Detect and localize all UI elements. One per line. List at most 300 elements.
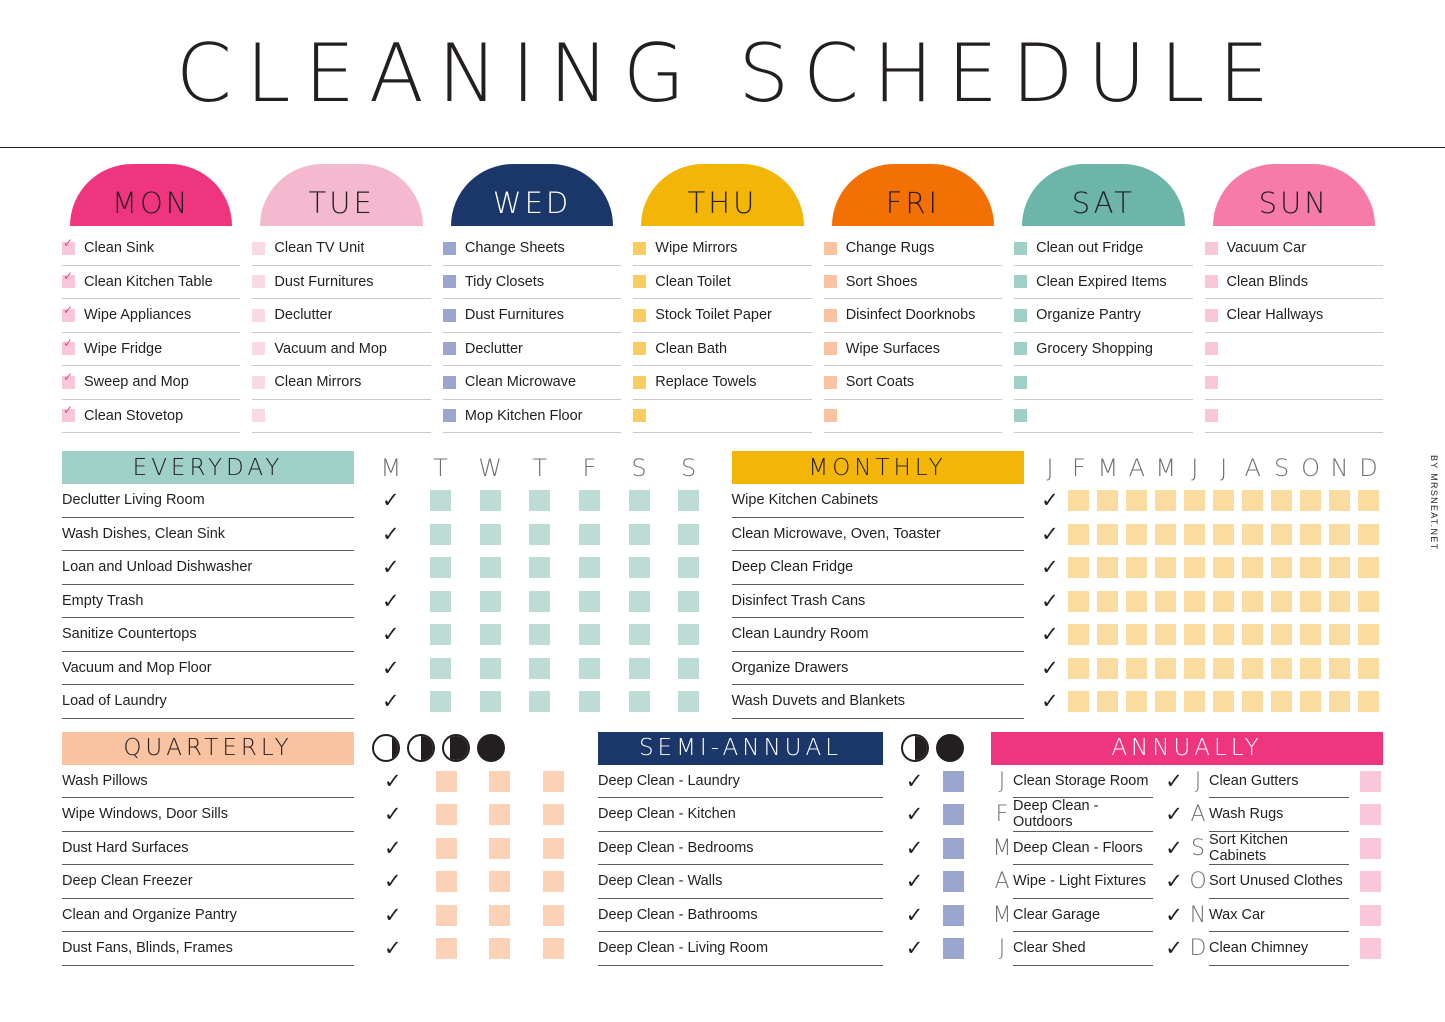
task-row[interactable] <box>252 366 430 400</box>
task-checkbox[interactable] <box>824 376 837 389</box>
grid-cell[interactable] <box>1036 691 1065 712</box>
checkbox-square[interactable] <box>430 691 451 712</box>
task-checkbox[interactable] <box>1205 275 1218 288</box>
grid-cell[interactable] <box>1093 591 1122 612</box>
annually-row[interactable] <box>1187 865 1383 899</box>
checkbox-square[interactable] <box>943 838 964 859</box>
checkbox-square[interactable] <box>529 591 550 612</box>
checkbox-square[interactable] <box>1213 490 1234 511</box>
grid-cell[interactable] <box>614 691 664 712</box>
grid-cell[interactable] <box>366 804 420 825</box>
task-row[interactable] <box>252 400 430 434</box>
task-row[interactable] <box>633 232 811 266</box>
annually-row[interactable] <box>991 832 1187 866</box>
grid-cell[interactable] <box>1296 691 1325 712</box>
grid-cell[interactable] <box>420 838 474 859</box>
grid-cell[interactable] <box>895 871 934 892</box>
task-checkbox[interactable] <box>824 342 837 355</box>
grid-cell[interactable] <box>1267 524 1296 545</box>
task-checkbox[interactable] <box>62 376 75 389</box>
checkbox-square[interactable] <box>1155 658 1176 679</box>
checkbox-square[interactable] <box>1126 591 1147 612</box>
grid-cell[interactable] <box>565 490 615 511</box>
checkbox-square[interactable] <box>489 804 510 825</box>
grid-cell[interactable] <box>565 557 615 578</box>
grid-cell[interactable] <box>1122 524 1151 545</box>
grid-cell[interactable] <box>420 905 474 926</box>
checkbox-square[interactable] <box>1271 624 1292 645</box>
grid-cell[interactable] <box>1064 490 1093 511</box>
task-row[interactable] <box>824 299 1002 333</box>
checkbox-square[interactable] <box>1097 557 1118 578</box>
task-row[interactable] <box>1205 400 1383 434</box>
monthly-row[interactable] <box>732 652 1024 686</box>
semiannual-row[interactable] <box>598 865 883 899</box>
grid-cell[interactable] <box>1064 591 1093 612</box>
grid-cell[interactable] <box>1354 658 1383 679</box>
checkbox-square[interactable] <box>579 524 600 545</box>
grid-cell[interactable] <box>1093 490 1122 511</box>
checkbox-square[interactable] <box>1360 771 1381 792</box>
task-row[interactable] <box>62 366 240 400</box>
grid-cell[interactable] <box>1064 691 1093 712</box>
grid-cell[interactable] <box>1180 557 1209 578</box>
grid-cell[interactable] <box>1296 624 1325 645</box>
checkbox-square[interactable] <box>1213 557 1234 578</box>
checkbox-square[interactable] <box>1242 591 1263 612</box>
checkbox-square[interactable] <box>430 557 451 578</box>
task-row[interactable] <box>443 333 621 367</box>
grid-cell[interactable] <box>614 658 664 679</box>
grid-cell[interactable] <box>1238 591 1267 612</box>
annually-checkbox[interactable] <box>1161 902 1187 927</box>
grid-cell[interactable] <box>1064 624 1093 645</box>
checkbox-square[interactable] <box>1184 591 1205 612</box>
checkbox-square[interactable] <box>1213 691 1234 712</box>
grid-cell[interactable] <box>1209 557 1238 578</box>
annually-row[interactable] <box>991 932 1187 966</box>
grid-cell[interactable] <box>1180 624 1209 645</box>
checkbox-square[interactable] <box>579 490 600 511</box>
semiannual-row[interactable] <box>598 765 883 799</box>
grid-cell[interactable] <box>366 557 416 578</box>
grid-cell[interactable] <box>1267 691 1296 712</box>
grid-cell[interactable] <box>1151 658 1180 679</box>
grid-cell[interactable] <box>473 838 527 859</box>
grid-cell[interactable] <box>366 521 416 546</box>
grid-cell[interactable] <box>1093 557 1122 578</box>
grid-cell[interactable] <box>1064 557 1093 578</box>
checkbox-square[interactable] <box>1213 658 1234 679</box>
checkbox-square[interactable] <box>1097 591 1118 612</box>
checkbox-square[interactable] <box>1358 557 1379 578</box>
grid-cell[interactable] <box>1151 591 1180 612</box>
grid-cell[interactable] <box>366 768 420 793</box>
quarterly-row[interactable] <box>62 832 354 866</box>
grid-cell[interactable] <box>1036 588 1065 613</box>
grid-cell[interactable] <box>1325 624 1354 645</box>
checkbox-square[interactable] <box>1242 658 1263 679</box>
grid-cell[interactable] <box>1296 524 1325 545</box>
grid-cell[interactable] <box>1267 658 1296 679</box>
grid-cell[interactable] <box>1209 658 1238 679</box>
checkbox-square[interactable] <box>480 490 501 511</box>
checkbox-square[interactable] <box>1300 591 1321 612</box>
grid-cell[interactable] <box>473 938 527 959</box>
annually-row[interactable] <box>991 765 1187 799</box>
task-checkbox[interactable] <box>62 342 75 355</box>
grid-cell[interactable] <box>1325 524 1354 545</box>
checkbox-square[interactable] <box>529 658 550 679</box>
checkbox-square[interactable] <box>1300 490 1321 511</box>
grid-cell[interactable] <box>515 557 565 578</box>
annually-row[interactable] <box>1187 798 1383 832</box>
task-row[interactable] <box>62 400 240 434</box>
grid-cell[interactable] <box>465 524 515 545</box>
grid-cell[interactable] <box>1325 490 1354 511</box>
grid-cell[interactable] <box>895 938 934 959</box>
checkbox-square[interactable] <box>543 905 564 926</box>
grid-cell[interactable] <box>1354 557 1383 578</box>
grid-cell[interactable] <box>416 591 466 612</box>
task-row[interactable] <box>1014 400 1192 434</box>
checkbox-square[interactable] <box>629 490 650 511</box>
task-checkbox[interactable] <box>824 409 837 422</box>
grid-cell[interactable] <box>473 905 527 926</box>
grid-cell[interactable] <box>565 658 615 679</box>
checkbox-square[interactable] <box>1126 524 1147 545</box>
grid-cell[interactable] <box>614 524 664 545</box>
task-row[interactable] <box>824 400 1002 434</box>
grid-cell[interactable] <box>1267 591 1296 612</box>
grid-cell[interactable] <box>565 591 615 612</box>
checkbox-square[interactable] <box>1329 691 1350 712</box>
checkbox-square[interactable] <box>1213 524 1234 545</box>
checkbox-square[interactable] <box>678 490 699 511</box>
grid-cell[interactable] <box>416 490 466 511</box>
checkbox-square[interactable] <box>543 838 564 859</box>
task-checkbox[interactable] <box>1014 275 1027 288</box>
everyday-row[interactable] <box>62 518 354 552</box>
task-checkbox[interactable] <box>62 409 75 422</box>
grid-cell[interactable] <box>614 591 664 612</box>
checkbox-square[interactable] <box>629 691 650 712</box>
grid-cell[interactable] <box>664 524 714 545</box>
checkbox-square[interactable] <box>629 624 650 645</box>
checkbox-square[interactable] <box>1242 490 1263 511</box>
checkbox-square[interactable] <box>543 938 564 959</box>
quarterly-row[interactable] <box>62 865 354 899</box>
checkbox-square[interactable] <box>1126 691 1147 712</box>
checkbox-square[interactable] <box>1300 691 1321 712</box>
grid-cell[interactable] <box>895 768 934 793</box>
task-checkbox[interactable] <box>1014 342 1027 355</box>
grid-cell[interactable] <box>1238 658 1267 679</box>
grid-cell[interactable] <box>1325 658 1354 679</box>
checkbox-square[interactable] <box>1184 524 1205 545</box>
grid-cell[interactable] <box>1238 524 1267 545</box>
task-checkbox[interactable] <box>633 376 646 389</box>
checkbox-square[interactable] <box>678 691 699 712</box>
checkbox-square[interactable] <box>1360 905 1381 926</box>
grid-cell[interactable] <box>1354 624 1383 645</box>
task-row[interactable] <box>824 232 1002 266</box>
checkbox-square[interactable] <box>1068 524 1089 545</box>
task-checkbox[interactable] <box>1205 309 1218 322</box>
grid-cell[interactable] <box>1238 624 1267 645</box>
checkbox-square[interactable] <box>1329 524 1350 545</box>
checkbox-square[interactable] <box>579 691 600 712</box>
checkbox-square[interactable] <box>943 905 964 926</box>
task-row[interactable] <box>443 266 621 300</box>
annually-checkbox[interactable] <box>1357 905 1383 926</box>
checkbox-square[interactable] <box>1184 490 1205 511</box>
checkbox-square[interactable] <box>529 524 550 545</box>
checkbox-square[interactable] <box>1300 624 1321 645</box>
grid-cell[interactable] <box>1238 490 1267 511</box>
grid-cell[interactable] <box>366 871 420 892</box>
task-checkbox[interactable] <box>443 376 456 389</box>
grid-cell[interactable] <box>416 691 466 712</box>
checkbox-square[interactable] <box>629 591 650 612</box>
task-checkbox[interactable] <box>1205 376 1218 389</box>
grid-cell[interactable] <box>1267 557 1296 578</box>
checkbox-square[interactable] <box>529 557 550 578</box>
annually-checkbox[interactable] <box>1357 871 1383 892</box>
task-row[interactable] <box>633 366 811 400</box>
checkbox-square[interactable] <box>436 905 457 926</box>
checkbox-square[interactable] <box>1155 524 1176 545</box>
checkbox-square[interactable] <box>480 524 501 545</box>
checkbox-square[interactable] <box>1097 624 1118 645</box>
checkbox-square[interactable] <box>480 557 501 578</box>
grid-cell[interactable] <box>1122 490 1151 511</box>
grid-cell[interactable] <box>1209 591 1238 612</box>
annually-checkbox[interactable] <box>1357 838 1383 859</box>
task-row[interactable] <box>443 299 621 333</box>
grid-cell[interactable] <box>473 804 527 825</box>
checkbox-square[interactable] <box>489 905 510 926</box>
checkbox-square[interactable] <box>1242 524 1263 545</box>
grid-cell[interactable] <box>934 905 973 926</box>
grid-cell[interactable] <box>420 804 474 825</box>
checkbox-square[interactable] <box>1068 490 1089 511</box>
checkbox-square[interactable] <box>1126 624 1147 645</box>
task-row[interactable] <box>1014 333 1192 367</box>
grid-cell[interactable] <box>1238 691 1267 712</box>
grid-cell[interactable] <box>1180 524 1209 545</box>
task-checkbox[interactable] <box>633 242 646 255</box>
task-row[interactable] <box>633 333 811 367</box>
grid-cell[interactable] <box>1151 691 1180 712</box>
grid-cell[interactable] <box>895 902 934 927</box>
grid-cell[interactable] <box>366 490 416 511</box>
everyday-row[interactable] <box>62 551 354 585</box>
task-checkbox[interactable] <box>62 309 75 322</box>
task-row[interactable] <box>443 400 621 434</box>
grid-cell[interactable] <box>1354 691 1383 712</box>
annually-row[interactable] <box>1187 832 1383 866</box>
checkbox-square[interactable] <box>1184 624 1205 645</box>
checkbox-square[interactable] <box>1300 524 1321 545</box>
annually-checkbox[interactable] <box>1161 768 1187 793</box>
checkbox-square[interactable] <box>1271 591 1292 612</box>
grid-cell[interactable] <box>1093 624 1122 645</box>
grid-cell[interactable] <box>515 490 565 511</box>
task-row[interactable] <box>252 266 430 300</box>
grid-cell[interactable] <box>1209 524 1238 545</box>
annually-row[interactable] <box>1187 932 1383 966</box>
task-checkbox[interactable] <box>443 242 456 255</box>
task-checkbox[interactable] <box>443 342 456 355</box>
grid-cell[interactable] <box>1151 624 1180 645</box>
grid-cell[interactable] <box>1296 658 1325 679</box>
grid-cell[interactable] <box>420 871 474 892</box>
grid-cell[interactable] <box>1036 521 1065 546</box>
checkbox-square[interactable] <box>678 658 699 679</box>
grid-cell[interactable] <box>1151 524 1180 545</box>
checkbox-square[interactable] <box>678 624 699 645</box>
grid-cell[interactable] <box>614 557 664 578</box>
checkbox-square[interactable] <box>1360 871 1381 892</box>
checkbox-square[interactable] <box>1068 691 1089 712</box>
grid-cell[interactable] <box>895 804 934 825</box>
grid-cell[interactable] <box>1093 691 1122 712</box>
task-checkbox[interactable] <box>443 309 456 322</box>
grid-cell[interactable] <box>565 624 615 645</box>
checkbox-square[interactable] <box>943 771 964 792</box>
grid-cell[interactable] <box>1093 658 1122 679</box>
grid-cell[interactable] <box>1267 624 1296 645</box>
everyday-row[interactable] <box>62 484 354 518</box>
grid-cell[interactable] <box>515 691 565 712</box>
grid-cell[interactable] <box>934 938 973 959</box>
grid-cell[interactable] <box>420 938 474 959</box>
grid-cell[interactable] <box>1209 624 1238 645</box>
task-checkbox[interactable] <box>62 242 75 255</box>
checkbox-square[interactable] <box>579 658 600 679</box>
checkbox-square[interactable] <box>1213 624 1234 645</box>
grid-cell[interactable] <box>527 771 581 792</box>
checkbox-square[interactable] <box>436 938 457 959</box>
grid-cell[interactable] <box>366 655 416 680</box>
grid-cell[interactable] <box>1122 557 1151 578</box>
grid-cell[interactable] <box>366 902 420 927</box>
checkbox-square[interactable] <box>1358 591 1379 612</box>
task-row[interactable] <box>62 266 240 300</box>
task-row[interactable] <box>62 333 240 367</box>
task-checkbox[interactable] <box>633 342 646 355</box>
task-row[interactable] <box>252 232 430 266</box>
grid-cell[interactable] <box>366 624 416 645</box>
task-row[interactable] <box>824 333 1002 367</box>
grid-cell[interactable] <box>1064 658 1093 679</box>
grid-cell[interactable] <box>465 557 515 578</box>
checkbox-square[interactable] <box>1300 658 1321 679</box>
checkbox-square[interactable] <box>489 838 510 859</box>
checkbox-square[interactable] <box>1126 490 1147 511</box>
grid-cell[interactable] <box>515 524 565 545</box>
grid-cell[interactable] <box>934 771 973 792</box>
checkbox-square[interactable] <box>480 591 501 612</box>
checkbox-square[interactable] <box>489 938 510 959</box>
everyday-row[interactable] <box>62 585 354 619</box>
annually-row[interactable] <box>1187 899 1383 933</box>
checkbox-square[interactable] <box>1155 557 1176 578</box>
task-row[interactable] <box>1205 366 1383 400</box>
grid-cell[interactable] <box>1122 658 1151 679</box>
grid-cell[interactable] <box>1325 557 1354 578</box>
semiannual-row[interactable] <box>598 798 883 832</box>
checkbox-square[interactable] <box>943 804 964 825</box>
task-checkbox[interactable] <box>824 275 837 288</box>
checkbox-square[interactable] <box>1184 658 1205 679</box>
task-checkbox[interactable] <box>1205 342 1218 355</box>
task-checkbox[interactable] <box>1014 409 1027 422</box>
checkbox-square[interactable] <box>430 624 451 645</box>
semiannual-row[interactable] <box>598 932 883 966</box>
task-row[interactable] <box>1014 299 1192 333</box>
grid-cell[interactable] <box>614 490 664 511</box>
grid-cell[interactable] <box>1209 691 1238 712</box>
grid-cell[interactable] <box>1325 591 1354 612</box>
quarterly-row[interactable] <box>62 765 354 799</box>
checkbox-square[interactable] <box>436 838 457 859</box>
checkbox-square[interactable] <box>579 591 600 612</box>
grid-cell[interactable] <box>416 658 466 679</box>
checkbox-square[interactable] <box>1358 691 1379 712</box>
checkbox-square[interactable] <box>579 557 600 578</box>
task-row[interactable] <box>62 232 240 266</box>
task-checkbox[interactable] <box>1014 242 1027 255</box>
grid-cell[interactable] <box>565 691 615 712</box>
grid-cell[interactable] <box>1296 591 1325 612</box>
monthly-row[interactable] <box>732 685 1024 719</box>
grid-cell[interactable] <box>473 871 527 892</box>
checkbox-square[interactable] <box>1097 524 1118 545</box>
task-checkbox[interactable] <box>252 275 265 288</box>
grid-cell[interactable] <box>515 658 565 679</box>
checkbox-square[interactable] <box>1360 838 1381 859</box>
task-row[interactable] <box>824 366 1002 400</box>
checkbox-square[interactable] <box>430 524 451 545</box>
annually-checkbox[interactable] <box>1161 938 1187 959</box>
task-row[interactable] <box>1205 299 1383 333</box>
grid-cell[interactable] <box>515 591 565 612</box>
annually-row[interactable] <box>991 865 1187 899</box>
quarterly-row[interactable] <box>62 932 354 966</box>
checkbox-square[interactable] <box>529 490 550 511</box>
grid-cell[interactable] <box>527 838 581 859</box>
grid-cell[interactable] <box>1180 691 1209 712</box>
checkbox-square[interactable] <box>543 871 564 892</box>
checkbox-square[interactable] <box>1329 624 1350 645</box>
checkbox-square[interactable] <box>1068 624 1089 645</box>
checkbox-square[interactable] <box>1155 624 1176 645</box>
task-checkbox[interactable] <box>824 309 837 322</box>
task-row[interactable] <box>252 333 430 367</box>
checkbox-square[interactable] <box>1184 557 1205 578</box>
annually-checkbox[interactable] <box>1161 835 1187 860</box>
annually-row[interactable] <box>1187 765 1383 799</box>
checkbox-square[interactable] <box>1097 691 1118 712</box>
task-row[interactable] <box>252 299 430 333</box>
grid-cell[interactable] <box>614 624 664 645</box>
grid-cell[interactable] <box>1296 490 1325 511</box>
grid-cell[interactable] <box>1325 691 1354 712</box>
monthly-row[interactable] <box>732 518 1024 552</box>
grid-cell[interactable] <box>416 557 466 578</box>
